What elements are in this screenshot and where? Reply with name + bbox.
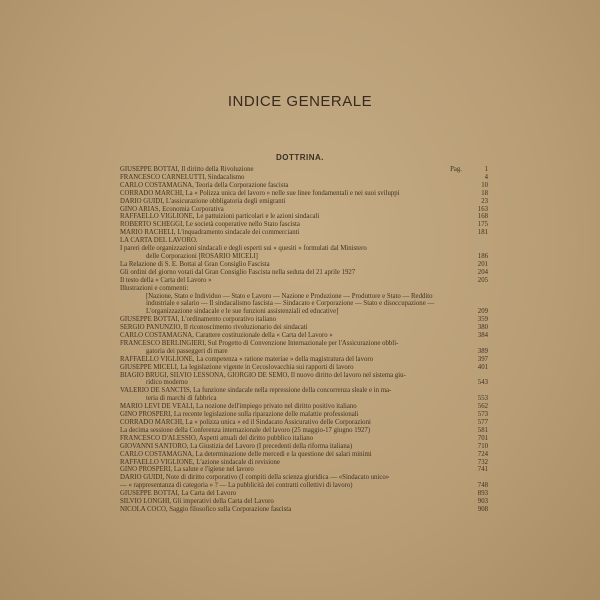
toc-entry: GINO PROSPERI, La recente legislazione sulla riparazione delle malattie professionali 573 (120, 411, 488, 419)
toc-entry: VALERIO DE SANCTIS, La funzione sindacale nella repressione della concorrenza sleale e in ma- teria di marchi di fabbrica 553 (120, 387, 488, 403)
toc-entry: MARIO RACHELI, L'inquadramento sindacale dei commercianti 181 (120, 229, 488, 237)
table-of-contents (120, 166, 488, 514)
toc-entry: GIUSEPPE BOTTAI, Il diritto della Rivoluzione Pag. 1 (120, 166, 488, 173)
toc-entry: RAFFAELLO VIGLIONE, L'azione sindacale di revisione 732 (120, 458, 488, 466)
toc-entry: ROBERTO SCHEGGI, Le società cooperative nello Stato fascista 175 (120, 221, 488, 229)
toc-entry: DARIO GUIDI, Note di diritto corporativo (I compiti della scienza giuridica — «Sindacato unico» (120, 474, 390, 482)
toc-entry: GIUSEPPE BOTTAI, L'ordinamento corporativo italiano 359 (120, 316, 488, 324)
toc-entry: SERGIO PANUNZIO, Il riconoscimento rivoluzionario dei sindacati 380 (120, 324, 488, 332)
toc-entry: RAFFAELLO VIGLIONE, Le pattuizioni particolari e le azioni sindacali 168 (120, 213, 488, 221)
toc-entry: NICOLA COCO, Saggio filosofico sulla Corporazione fascista 908 (120, 505, 488, 513)
toc-entry: GINO ARIAS, Economia Corporativa 163 (120, 205, 488, 213)
toc-entry: MARIO LEVI DE VEALI, La nozione dell'impiego privato nel diritto positivo italiano 562 (120, 403, 488, 411)
toc-entry: BIAGIO BRUGI, SILVIO LESSONA, GIORGIO DE SEMO, Il nuovo diritto del lavoro nel sistema giu- ridico moderno 543 (120, 371, 488, 387)
toc-entry: RAFFAELLO VIGLIONE, La competenza « ratione materiae » della magistratura del lavoro 397 (120, 355, 488, 363)
toc-subheading: LA CARTA DEL LAVORO. (120, 237, 198, 245)
toc-entry: GINO PROSPERI, La salute e l'igiene nel lavoro 741 (120, 466, 488, 474)
toc-entry: La Relazione di S. E. Bottai al Gran Consiglio Fascista 201 (120, 260, 488, 268)
toc-entry: FRANCESCO D'ALESSIO, Aspetti attuali del diritto pubblico italiano 701 (120, 434, 488, 442)
toc-entry: I pareri delle organizzazioni sindacali e degli esperti sui « quesiti » formulati dal Ministero delle Corporazioni [ROSARIO MICELI] 186 (120, 245, 488, 260)
section-heading: DOTTRINA. (275, 153, 325, 162)
toc-subheading: Illustrazioni e commenti: (120, 284, 189, 292)
toc-entry: GIUSEPPE MICELI, La legislazione vigente in Cecoslovacchia sui rapporti di lavoro 401 (120, 363, 488, 371)
toc-entry: SILVIO LONGHI, Gli imperativi della Carta del Lavoro 903 (120, 498, 488, 506)
toc-entry: CARLO COSTAMAGNA, Teoria della Corporazione fascista 10 (120, 181, 488, 189)
toc-entry: CORRADO MARCHI, La « Polizza unica del lavoro » nelle sue linee fondamentali e nei suoi sviluppi 18 (120, 189, 488, 197)
toc-entry: GIOVANNI SANTORO, La Giustizia del Lavoro (I precedenti della riforma italiana) 710 (120, 442, 488, 450)
toc-entry: CARLO COSTAMAGNA, La determinazione delle mercedi e la questione dei salari minimi 724 (120, 450, 488, 458)
toc-entry: — « rappresentanza di categoria » ? — La pubblicità dei contratti collettivi di lavoro) 748 (120, 482, 488, 490)
toc-contents-note: [Nazione, Stato e Individuo — Stato e Lavoro — Nazione e Produzione — Produttore e Stato — Reddito industriale e salario — Il sindacalismo fascista — Sindacato e Corporazione — Stato e disoccupazione — L'organizzazione sindacale e le sue funzioni assistenziali ed educative] 209 (146, 292, 488, 316)
toc-entry: FRANCESCO BERLINGIERI, Sul Progetto di Convenzione Internazionale per l'Assicurazione obbli- gatoria dei passeggeri di mare 389 (120, 339, 488, 355)
page-title: INDICE GENERALE (227, 93, 373, 110)
toc-entry: Il testo della « Carta del Lavoro » 205 (120, 276, 488, 284)
toc-entry: CORRADO MARCHI, La « polizza unica » ed il Sindacato Assicurativo delle Corporazioni 577 (120, 419, 488, 426)
toc-entry: DARIO GUIDI, L'assicurazione obbligatoria degli emigranti 23 (120, 197, 488, 205)
toc-entry: Gli ordini del giorno votati dal Gran Consiglio Fascista nella seduta del 21 aprile 1927 204 (120, 268, 488, 276)
toc-entry: CARLO COSTAMAGNA, Carattere costituzionale della « Carta del Lavoro » 384 (120, 332, 488, 340)
toc-entry: FRANCESCO CARNELUTTI, Sindacalismo 4 (120, 173, 488, 181)
toc-entry: GIUSEPPE BOTTAI, La Carta del Lavoro 893 (120, 490, 488, 498)
toc-entry: La decima sessione della Conferenza internazionale del lavoro (25 maggio-17 giugno 1927) 581 (120, 426, 488, 434)
